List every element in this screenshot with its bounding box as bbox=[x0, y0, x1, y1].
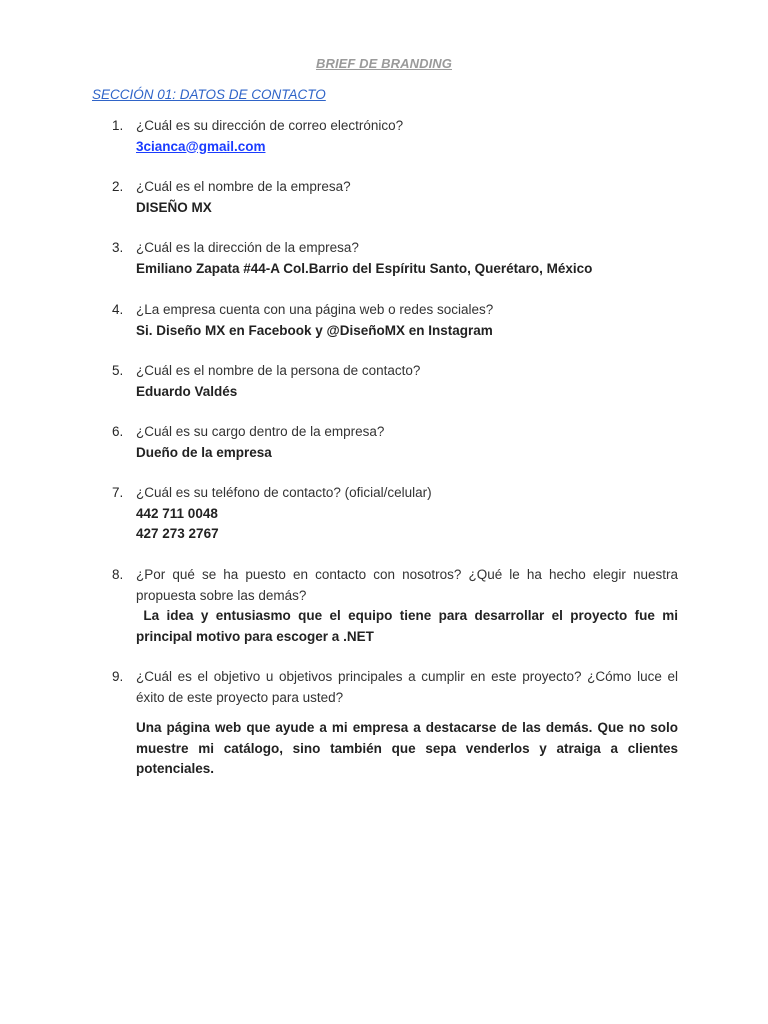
question-text: ¿Cuál es su dirección de correo electrónico? bbox=[136, 118, 404, 133]
answer-text: Emiliano Zapata #44-A Col.Barrio del Espíritu Santo, Querétaro, México bbox=[136, 260, 593, 276]
question-item-5 bbox=[112, 361, 678, 402]
question-item-8 bbox=[112, 565, 682, 647]
question-text: ¿Cuál es el nombre de la persona de contacto? bbox=[136, 363, 421, 378]
question-text: ¿La empresa cuenta con una página web o redes sociales? bbox=[136, 302, 494, 317]
document-title: BRIEF DE BRANDING bbox=[315, 56, 453, 71]
question-item-7 bbox=[112, 483, 678, 545]
answer-phone-office: 442 711 0048 bbox=[136, 505, 218, 521]
question-item-2 bbox=[112, 177, 678, 218]
question-number: 3. bbox=[112, 240, 124, 255]
question-text: ¿Cuál es la dirección de la empresa? bbox=[136, 240, 359, 255]
question-text: ¿Por qué se ha puesto en contacto con nosotros? ¿Qué le ha hecho elegir nuestra propuesta sobre las demás? bbox=[136, 567, 678, 603]
question-number: 9. bbox=[112, 669, 124, 684]
question-text: ¿Cuál es el nombre de la empresa? bbox=[136, 179, 351, 194]
email-link[interactable]: 3cianca@gmail.com bbox=[136, 138, 266, 154]
question-number: 5. bbox=[112, 363, 124, 378]
question-item-3 bbox=[112, 238, 678, 279]
question-number: 6. bbox=[112, 424, 124, 439]
answer-text: Una página web que ayude a mi empresa a destacarse de las demás. Que no solo muestre mi catálogo, sino también que sepa venderlos y atraiga a clientes potenciales. bbox=[136, 720, 678, 776]
answer-phone-mobile: 427 273 2767 bbox=[136, 526, 219, 541]
answer-text: DISEÑO MX bbox=[136, 199, 212, 215]
section-heading: SECCIÓN 01: DATOS DE CONTACTO bbox=[92, 87, 326, 102]
question-number: 4. bbox=[112, 302, 124, 317]
question-item-4 bbox=[112, 300, 678, 341]
question-number: 7. bbox=[112, 485, 124, 500]
question-number: 1. bbox=[112, 118, 124, 133]
answer-text: Eduardo Valdés bbox=[136, 383, 238, 399]
question-item-6 bbox=[112, 422, 678, 463]
question-text: ¿Cuál es el objetivo u objetivos principales a cumplir en este proyecto? ¿Cómo luce el éxito de este proyecto para usted? bbox=[136, 669, 678, 705]
question-number: 8. bbox=[112, 567, 124, 582]
question-text: ¿Cuál es su teléfono de contacto? (oficial/celular) bbox=[136, 485, 432, 500]
answer-text: Si. Diseño MX en Facebook y @DiseñoMX en Instagram bbox=[136, 322, 493, 338]
question-text: ¿Cuál es su cargo dentro de la empresa? bbox=[136, 424, 385, 439]
answer-text: Dueño de la empresa bbox=[136, 444, 272, 460]
question-number: 2. bbox=[112, 179, 124, 194]
question-item-9 bbox=[112, 667, 678, 780]
question-item-1 bbox=[112, 116, 678, 157]
answer-text: La idea y entusiasmo que el equipo tiene para desarrollar el proyecto fue mi principal motivo para escoger a .NET bbox=[136, 608, 682, 644]
